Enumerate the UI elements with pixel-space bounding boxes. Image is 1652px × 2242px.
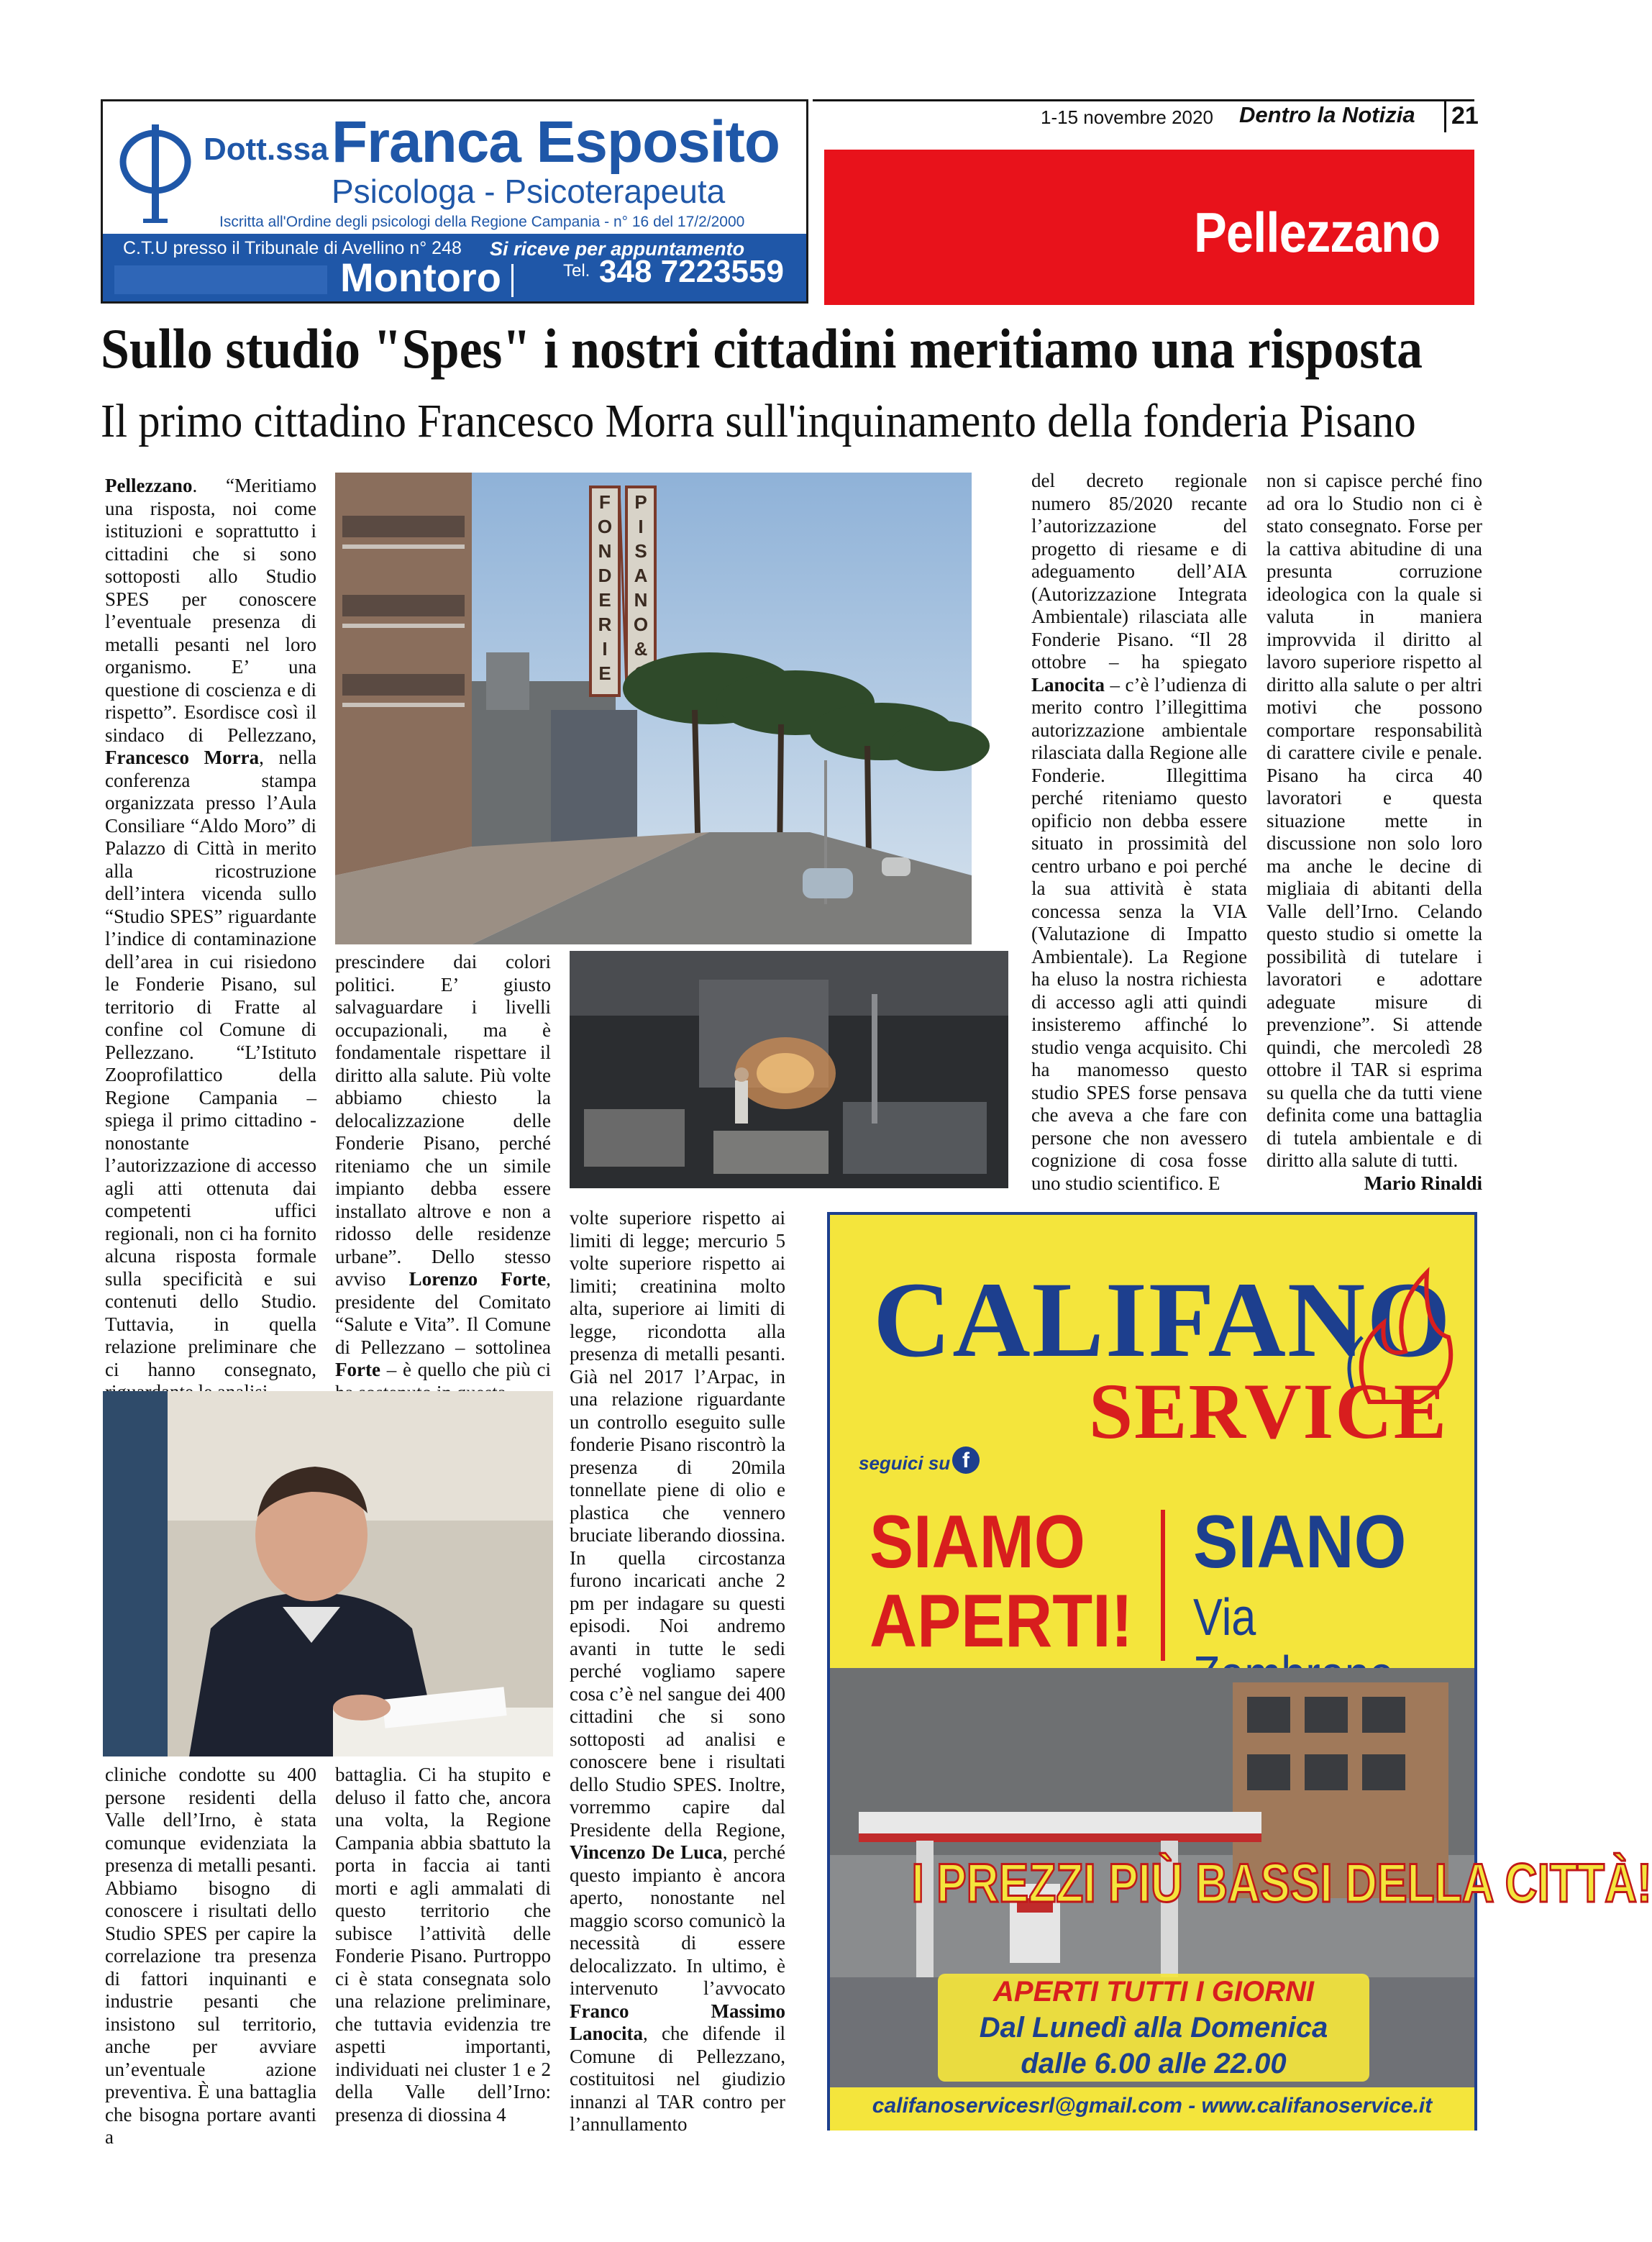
slogan-right-2: Via bbox=[1193, 1589, 1256, 1646]
ad-registration: Iscritta all'Ordine degli psicologi della Regione Campania - n° 16 del 17/2/2000 bbox=[219, 214, 745, 230]
brand-bottom: SERVICE bbox=[1089, 1367, 1448, 1455]
text-run: del decreto regionale numero 85/2020 recante l’autorizzazione del progetto di riesame e di adeguamento dell’AIA (Autorizzazione Integrata Ambientale) rilasciata alle Fonderie Pisano. “Il 28 ottobre – ha spiegato bbox=[1031, 470, 1247, 673]
svg-text:N: N bbox=[634, 589, 648, 611]
text-run: , che difende il Comune di Pellezzano, costituitosi nel giudizio innanzi al TAR contro per l’annullamento bbox=[570, 2023, 785, 2135]
text-run: cliniche condotte su 400 persone residenti della Valle dell’Irno, è stata comunque evidenziata la presenza di metalli pesanti. Abbiamo bisogno di conoscere i risultati dello Studio SPES per capire la correlazione tra presenza di fattori inquinanti e industrie pesanti che insistono sul territorio, anche per avviare un’eventuale azione preventiva. È una battaglia che bisogna portare avanti a bbox=[105, 1764, 316, 2148]
issue-date: 1-15 novembre 2020 bbox=[1041, 106, 1213, 128]
svg-text:E: E bbox=[598, 589, 611, 611]
svg-text:N: N bbox=[598, 540, 612, 562]
ad-tel-label: Tel. bbox=[563, 261, 590, 281]
hours-line-3: dalle 6.00 alle 22.00 bbox=[1021, 2048, 1287, 2079]
article-headline: Sullo studio "Spes" i nostri cittadini meritiamo una risposta bbox=[101, 317, 1423, 380]
social-label: seguici su bbox=[859, 1452, 951, 1474]
masthead: Dentro la Notizia bbox=[1239, 102, 1415, 127]
svg-text:O: O bbox=[633, 614, 649, 635]
page-number: 21 bbox=[1451, 102, 1479, 129]
psi-logo-icon bbox=[116, 119, 195, 227]
text-run: , perché questo impianto è ancora aperto, nonostante nel maggio scorso comunicò la necessità di essere delocalizzato. In ultimo, è intervenuto l’avvocato bbox=[570, 1841, 785, 1999]
text-run: battaglia. Ci ha stupito e deluso il fatto che, ancora una volta, la Regione Campania abbia sbattuto la porta in faccia ai tanti morti e agli ammalati di questo territorio che subisce l’attività delle Fonderie Pisano. Purtroppo ci è stata consegnata solo una relazione preliminare, che tuttavia evidenzia tre aspetti importanti, individuati nei cluster 1 e 2 della Valle dell’Irno: presenza di diossina 4 bbox=[335, 1764, 551, 2125]
svg-text:R: R bbox=[598, 614, 612, 635]
article-author: Mario Rinaldi bbox=[1364, 1172, 1482, 1194]
article-column-2-mid bbox=[335, 951, 551, 1404]
person-name: Lorenzo Forte bbox=[409, 1268, 547, 1290]
svg-text:I: I bbox=[638, 516, 644, 537]
person-name: Francesco Morra bbox=[105, 747, 260, 768]
slogan-right-1: SIANO bbox=[1193, 1500, 1407, 1584]
text-run: – c’è l’udienza di merito contro l’illegittima autorizzazione ambientale rilasciata dalla Regione alle Fonderie. Illegittima perché riteniamo questo opificio non debba essere situato in prossimità del centro urbano e poi perché la sua attività è stata concessa senza la VIA (Valutazione di Impatto Ambientale). La Regione ha eluso la nostra richiesta di accesso agli atti quindi insisteremo affinché lo studio venga acquisito. Chi ha manomesso questo studio SPES forse pensava che aveva a che fare con persone che non avessero cognizione di cosa fosse uno studio scientifico. E bbox=[1031, 673, 1247, 1194]
text-run: , nella conferenza stampa organizzata presso l’Aula Consiliare “Aldo Moro” di Palazzo di Città in merito alla ricostruzione dell’intera vicenda sullo “Studio SPES” riguardante l’indice di contaminazione dell’area in cui risiedono le Fonderie Pisano, sul territorio di Fratte al confine col Comune di Pellezzano. “L’Istituto Zooprofilattico della Regione Campania – spiega il primo cittadino - nonostante l’autorizzazione di accesso agli atti ottenuta dai competenti uffici regionali, non ci ha fornito alcuna risposta formale sulla specificità e sui contenuti dello Studio. Tuttavia, in quella relazione preliminare che ci hanno consegnato, bbox=[105, 747, 316, 1380]
slogan-left-1: SIAMO bbox=[870, 1500, 1085, 1584]
svg-text:E: E bbox=[598, 662, 611, 684]
sign-letter: F bbox=[599, 491, 611, 513]
article-column-2-bottom bbox=[335, 1764, 551, 2126]
slogan-divider bbox=[1161, 1510, 1165, 1661]
header-ad-psychologist bbox=[101, 99, 808, 304]
text-run: volte superiore rispetto ai limiti di legge; mercurio 5 volte superiore rispetto ai limiti; creatinina molto alta, superiore ai limiti di legge, ricondotta alla presenza di metalli pesanti. Già nel 2017 l’Arpac, in una relazione riguardante un controllo eseguito sulle fonderie Pisano riscontrò la presenza di 20mila tonnellate piene di olio e plastica che vennero bruciate liberando diossina. In quella circostanza furono incaricati anche 2 pm per indagare su questi episodi. Noi andremo avanti in tutte le sedi perché vogliamo sapere cosa c’è nel sangue dei 400 cittadini che si sono sottoposti ad analisi e conoscere bene i risultati dello Studio SPES. Inoltre, vorremmo capire dal Presidente della Regione, bbox=[570, 1207, 785, 1841]
foundry-street-photo bbox=[335, 473, 972, 944]
ad-ctu: C.T.U presso il Tribunale di Avellino n° 248 bbox=[123, 238, 462, 258]
dateline-place: Pellezzano bbox=[105, 475, 193, 496]
ad-name: Franca Esposito bbox=[332, 109, 780, 175]
person-name: Franco Massimo Lanocita bbox=[570, 2000, 785, 2044]
ad-blurred-area bbox=[114, 265, 327, 294]
mayor-portrait-photo bbox=[103, 1391, 553, 1756]
article-column-1-top bbox=[105, 475, 316, 1404]
brand-top: CALIFANO bbox=[873, 1260, 1452, 1380]
header-rule bbox=[813, 99, 1474, 101]
ad-title-prefix: Dott.ssa bbox=[204, 132, 329, 167]
califano-service-ad bbox=[827, 1212, 1652, 2131]
person-name: Vincenzo De Luca bbox=[570, 1841, 723, 1863]
person-name: Lanocita bbox=[1031, 673, 1105, 696]
ad-city: Montoro bbox=[340, 255, 501, 300]
slogan-left-2: APERTI! bbox=[870, 1580, 1133, 1663]
foundry-interior-photo bbox=[570, 951, 1008, 1188]
svg-text:S: S bbox=[634, 540, 647, 562]
text-run: . “Meritiamo una risposta, noi come istituzioni e soprattutto i cittadini che si sono sottoposti allo Studio SPES per conoscere l’eventuale presenza di metalli pesanti nel loro organismo. E’ una questione di coscienza e di rispetto”. Esordisce così il sindaco di Pellezzano, bbox=[105, 475, 316, 746]
article-column-4 bbox=[1031, 470, 1247, 1195]
article-column-3 bbox=[570, 1207, 785, 2136]
svg-text:I: I bbox=[602, 638, 608, 660]
price-banner: I PREZZI PIÙ BASSI DELLA CITTÀ! bbox=[911, 1853, 1652, 1914]
page-number-divider bbox=[1444, 101, 1446, 132]
article-subheadline: Il primo cittadino Francesco Morra sull'inquinamento della fonderia Pisano bbox=[101, 395, 1416, 447]
ad-contacts[interactable]: califanoservicesrl@gmail.com - www.califanoservice.it bbox=[872, 2094, 1433, 2118]
ad-divider bbox=[511, 264, 514, 297]
text-run: non si capisce perché fino ad ora lo Studio non ci è stato consegnato. Forse per la cattiva abitudine di una presunta corruzione ideologica con la quale si valuta in maniera improvvida il diritto al lavoro superiore rispetto al diritto alla salute o per altri motivi che possono comportare responsabilità di carattere civile e penale. Pisano ha circa 40 lavoratori e questa situazione mette in discussione non solo loro ma anche le decine di migliaia di abitanti della Valle dell’Irno. Celando questo studio si omette la possibilità di tutelare i lavoratori e adottare adeguate misure di prevenzione”. Si attende quindi, che mercoledì 28 ottobre il TAR si esprima su quella che da tutti viene definita come una battaglia di tutela ambientale e di diritto alla salute di tutti. bbox=[1267, 470, 1482, 1171]
svg-text:A: A bbox=[634, 565, 648, 586]
hours-line-1: APERTI TUTTI I GIORNI bbox=[993, 1976, 1314, 2008]
text-run: – è quello che più ci bbox=[386, 1359, 551, 1380]
text-run: prescindere dai colori politici. E’ giusto salvaguardare i livelli occupazionali, ma è fondamentale rispettare il diritto alla salute. Più volte abbiamo chiesto la delocalizzazione delle Fonderie Pisano, perché riteniamo che un simile impianto debba essere installato altrove e non a ridosso delle residenze urbane”. Dello stesso avviso bbox=[335, 951, 551, 1290]
article-column-1-bottom bbox=[105, 1764, 316, 2149]
ad-appointment: Si riceve per appuntamento bbox=[490, 238, 745, 260]
article-column-5 bbox=[1267, 470, 1482, 1195]
svg-text:O: O bbox=[597, 516, 613, 537]
ad-profession: Psicologa - Psicoterapeuta bbox=[332, 173, 726, 210]
svg-text:D: D bbox=[598, 565, 612, 586]
text-run: , presidente del Comitato “Salute e Vita”. Il Comune di Pellezzano – sottolinea bbox=[335, 1268, 551, 1358]
svg-text:P: P bbox=[634, 491, 647, 513]
facebook-icon[interactable]: f bbox=[952, 1446, 980, 1474]
hours-line-2: Dal Lunedì alla Domenica bbox=[979, 2012, 1328, 2043]
ad-tel-number: 348 7223559 bbox=[599, 254, 784, 289]
section-title: Pellezzano bbox=[1194, 201, 1441, 264]
svg-text:&: & bbox=[634, 638, 648, 660]
person-name: Forte bbox=[335, 1359, 380, 1380]
